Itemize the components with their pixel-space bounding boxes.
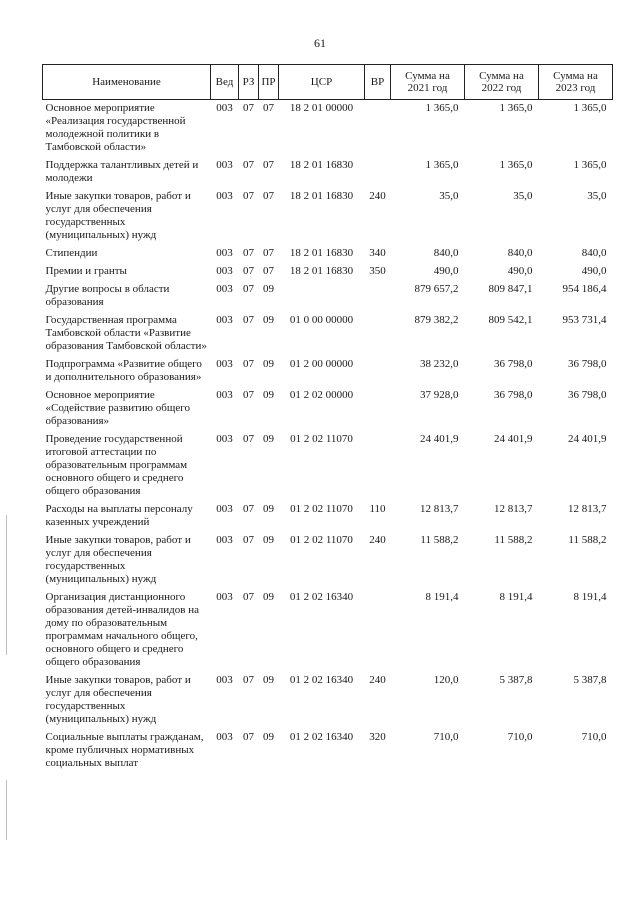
row-csr (279, 281, 365, 312)
row-name: Организация дистанционного образования детей-инвалидов на дому по образовательным программам начального общего, основного общего и среднего общего образования (45, 591, 199, 668)
row-sum-2023: 490,0 (581, 265, 607, 277)
row-pr: 07 (263, 159, 274, 171)
table-body (43, 100, 613, 774)
row-name: Иные закупки товаров, работ и услуг для обеспечения государственных (муниципальных) нужд (45, 534, 191, 585)
row-csr: 01 2 02 11070 (290, 534, 353, 546)
row-csr: 01 2 02 11070 (290, 503, 353, 515)
row-rz: 07 (243, 247, 254, 259)
row-csr: 01 2 02 16340 (289, 731, 354, 743)
row-rz: 07 (243, 591, 254, 603)
row-rz: 07 (243, 283, 254, 295)
row-sum-2023: 8 191,4 (573, 591, 607, 603)
row-rz: 07 (243, 159, 254, 171)
header-sum-2021: Сумма на 2021 год (391, 65, 465, 100)
row-rz: 07 (243, 731, 254, 743)
row-rz: 07 (243, 433, 254, 445)
row-sum-2021: 8 191,4 (425, 591, 459, 603)
row-pr: 07 (263, 247, 274, 259)
row-rz: 07 (243, 265, 254, 277)
row-name: Государственная программа Тамбовской области «Развитие образования Тамбовской области» (45, 314, 207, 352)
row-sum-2022: 12 813,7 (494, 503, 533, 515)
row-rz: 07 (243, 190, 254, 202)
row-ved: 003 (216, 731, 233, 743)
row-name: Социальные выплаты гражданам, кроме публичных нормативных социальных выплат (45, 731, 204, 769)
row-vr: 340 (369, 247, 386, 259)
row-csr: 01 2 02 11070 (290, 433, 353, 445)
row-vr: 240 (369, 534, 386, 546)
header-rz: РЗ (239, 65, 259, 100)
row-sum-2023: 12 813,7 (568, 503, 607, 515)
row-name: Подпрограмма «Развитие общего и дополнительного образования» (45, 358, 202, 383)
row-ved: 003 (216, 265, 233, 277)
header-sum-2022: Сумма на 2022 год (465, 65, 539, 100)
table-row (43, 157, 613, 188)
row-sum-2023: 1 365,0 (573, 102, 607, 114)
row-rz: 07 (243, 389, 254, 401)
row-pr: 09 (263, 674, 274, 686)
row-sum-2023: 35,0 (587, 190, 607, 202)
scan-margin-mark (6, 515, 7, 655)
row-name: Основное мероприятие «Реализация государственной молодежной политики в Тамбовской области» (45, 102, 186, 153)
row-pr: 09 (263, 534, 274, 546)
row-vr: 320 (369, 731, 386, 743)
header-csr: ЦСР (279, 65, 365, 100)
table-row (43, 100, 613, 158)
table-row (43, 281, 613, 312)
row-name: Другие вопросы в области образования (45, 283, 170, 308)
row-sum-2021: 1 365,0 (425, 159, 459, 171)
row-name: Иные закупки товаров, работ и услуг для обеспечения государственных (муниципальных) нужд (45, 190, 191, 241)
row-name: Стипендии (45, 247, 98, 259)
table-row (43, 312, 613, 356)
row-sum-2021: 1 365,0 (425, 102, 459, 114)
row-ved: 003 (216, 358, 233, 370)
table-row (43, 387, 613, 431)
row-ved: 003 (216, 283, 233, 295)
row-rz: 07 (243, 314, 254, 326)
row-csr: 01 2 02 16340 (289, 674, 354, 686)
page-number: 61 (314, 36, 326, 50)
row-ved: 003 (216, 102, 233, 114)
row-sum-2022: 490,0 (507, 265, 533, 277)
row-sum-2022: 1 365,0 (499, 159, 533, 171)
row-csr: 18 2 01 16830 (289, 190, 354, 202)
row-sum-2021: 840,0 (433, 247, 459, 259)
row-sum-2023: 36 798,0 (568, 358, 607, 370)
row-sum-2022: 809 542,1 (488, 314, 533, 326)
row-vr: 350 (369, 265, 386, 277)
row-sum-2021: 490,0 (433, 265, 459, 277)
row-sum-2021: 12 813,7 (420, 503, 459, 515)
table-row (43, 729, 613, 773)
table-row (43, 589, 613, 672)
row-sum-2022: 8 191,4 (499, 591, 533, 603)
budget-table (42, 64, 613, 773)
row-sum-2023: 953 731,4 (562, 314, 607, 326)
row-ved: 003 (216, 591, 233, 603)
header-vr: ВР (365, 65, 391, 100)
row-name: Расходы на выплаты персоналу казенных учреждений (45, 503, 193, 528)
row-csr: 01 2 00 00000 (289, 358, 354, 370)
row-vr (365, 281, 391, 312)
row-sum-2021: 120,0 (433, 674, 459, 686)
row-rz: 07 (243, 102, 254, 114)
row-rz: 07 (243, 358, 254, 370)
row-pr: 09 (263, 591, 274, 603)
row-sum-2023: 840,0 (581, 247, 607, 259)
row-ved: 003 (216, 674, 233, 686)
row-vr (365, 157, 391, 188)
row-ved: 003 (216, 190, 233, 202)
table-header-row (43, 65, 613, 100)
row-pr: 09 (263, 283, 274, 295)
row-rz: 07 (243, 534, 254, 546)
row-sum-2021: 37 928,0 (420, 389, 459, 401)
scan-margin-mark (6, 780, 7, 840)
row-pr: 07 (263, 265, 274, 277)
row-csr: 01 0 00 00000 (289, 314, 354, 326)
row-ved: 003 (216, 433, 233, 445)
header-sum-2023: Сумма на 2023 год (539, 65, 613, 100)
row-name: Основное мероприятие «Содействие развитию общего образования» (45, 389, 190, 427)
row-sum-2023: 5 387,8 (573, 674, 607, 686)
table-row (43, 188, 613, 245)
table-row (43, 431, 613, 501)
row-sum-2021: 38 232,0 (420, 358, 459, 370)
row-sum-2021: 24 401,9 (420, 433, 459, 445)
row-ved: 003 (216, 389, 233, 401)
row-csr: 01 2 02 00000 (289, 389, 354, 401)
row-vr: 110 (369, 503, 386, 515)
header-ved: Вед (211, 65, 239, 100)
row-pr: 09 (263, 433, 274, 445)
row-ved: 003 (216, 534, 233, 546)
table-row (43, 532, 613, 589)
row-pr: 07 (263, 102, 274, 114)
row-vr (365, 431, 391, 501)
table-row (43, 263, 613, 281)
row-ved: 003 (216, 247, 233, 259)
row-rz: 07 (243, 674, 254, 686)
row-name: Иные закупки товаров, работ и услуг для обеспечения государственных (муниципальных) нужд (45, 674, 191, 725)
row-sum-2022: 24 401,9 (494, 433, 533, 445)
row-sum-2022: 5 387,8 (499, 674, 533, 686)
row-pr: 09 (263, 503, 274, 515)
row-sum-2022: 809 847,1 (488, 283, 533, 295)
row-vr (365, 100, 391, 158)
header-name: Наименование (43, 65, 211, 100)
row-ved: 003 (216, 314, 233, 326)
row-vr (365, 312, 391, 356)
row-sum-2021: 879 382,2 (414, 314, 459, 326)
header-pr: ПР (259, 65, 279, 100)
table-row (43, 501, 613, 532)
row-sum-2022: 11 588,2 (494, 534, 533, 546)
row-vr (365, 387, 391, 431)
row-name: Проведение государственной итоговой аттестации по образовательным программам основного общего и среднего общего образования (45, 433, 188, 497)
row-sum-2022: 36 798,0 (494, 358, 533, 370)
row-sum-2021: 879 657,2 (414, 283, 459, 295)
row-ved: 003 (216, 503, 233, 515)
row-sum-2022: 840,0 (507, 247, 533, 259)
row-sum-2023: 24 401,9 (568, 433, 607, 445)
row-vr (365, 356, 391, 387)
row-csr: 18 2 01 16830 (289, 265, 354, 277)
table-row (43, 245, 613, 263)
row-ved: 003 (216, 159, 233, 171)
row-pr: 09 (263, 731, 274, 743)
row-sum-2022: 1 365,0 (499, 102, 533, 114)
row-sum-2023: 1 365,0 (573, 159, 607, 171)
row-csr: 01 2 02 16340 (289, 591, 354, 603)
table-row (43, 356, 613, 387)
row-name: Поддержка талантливых детей и молодежи (45, 159, 199, 184)
row-sum-2021: 710,0 (433, 731, 459, 743)
row-vr: 240 (369, 190, 386, 202)
row-vr: 240 (369, 674, 386, 686)
row-rz: 07 (243, 503, 254, 515)
row-name: Премии и гранты (45, 265, 127, 277)
row-sum-2021: 35,0 (439, 190, 459, 202)
table-row (43, 672, 613, 729)
row-csr: 18 2 01 00000 (289, 102, 354, 114)
row-sum-2021: 11 588,2 (420, 534, 459, 546)
row-sum-2022: 710,0 (507, 731, 533, 743)
row-csr: 18 2 01 16830 (289, 159, 354, 171)
row-sum-2022: 35,0 (513, 190, 533, 202)
row-sum-2023: 710,0 (581, 731, 607, 743)
row-sum-2023: 954 186,4 (562, 283, 607, 295)
row-pr: 09 (263, 389, 274, 401)
row-pr: 09 (263, 314, 274, 326)
row-csr: 18 2 01 16830 (289, 247, 354, 259)
row-sum-2023: 11 588,2 (568, 534, 607, 546)
row-sum-2023: 36 798,0 (568, 389, 607, 401)
row-sum-2022: 36 798,0 (494, 389, 533, 401)
row-pr: 09 (263, 358, 274, 370)
row-pr: 07 (263, 190, 274, 202)
row-vr (365, 589, 391, 672)
